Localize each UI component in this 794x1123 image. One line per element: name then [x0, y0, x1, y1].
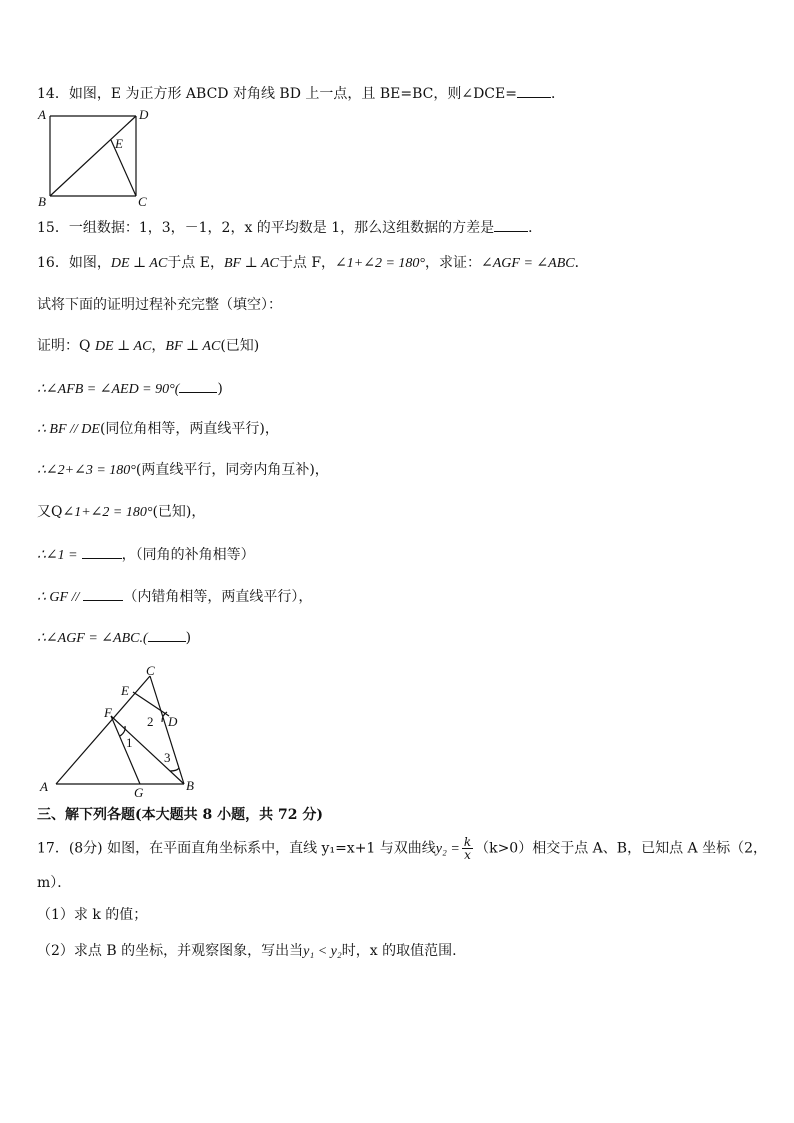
q16-proof-line-7 — [37, 587, 312, 607]
q16-label-a: A — [40, 779, 48, 794]
q16-angle-3-arc — [170, 768, 179, 771]
q14-square-figure — [36, 104, 156, 208]
q16-proof-1b: ， — [151, 338, 166, 354]
q16-intro-e: ． — [574, 255, 589, 271]
q16-proof-8-math: ∴∠AGF = ∠ABC.( — [37, 631, 148, 646]
q16-intro-c: 于点 F， — [278, 255, 336, 271]
q16-intro-a: 16．如图， — [37, 255, 111, 271]
q16-label-f: F — [104, 705, 112, 720]
q14-label-d: D — [139, 107, 149, 122]
q16-intro-math3: ∠1+∠2 = 180° — [335, 256, 426, 271]
q16-proof-line-8 — [37, 628, 191, 648]
q14-label-e: E — [115, 136, 123, 151]
q16-proof-3b: (同位角相等，两直线平行)， — [99, 421, 279, 437]
q17-part-1: （1）求 k 的值； — [37, 907, 148, 923]
q16-angle-3-label: 3 — [164, 750, 171, 765]
q16-proof-line-5 — [37, 503, 205, 522]
q16-proof-1-math2: BF ⊥ AC — [165, 339, 221, 354]
q16-proof-5b: (已知)， — [152, 504, 206, 520]
q16-proof-5a: 又Q — [37, 504, 63, 520]
q16-proof-6-blank[interactable] — [82, 545, 122, 559]
q14-text — [37, 84, 565, 103]
q16-label-c: C — [146, 663, 155, 678]
q15-text-b: ． — [528, 220, 543, 236]
q16-intro-math2: BF ⊥ AC — [223, 256, 279, 271]
q16-proof-7-math: ∴ GF // — [37, 590, 80, 605]
q16-proof-6b: ，（同角的补角相等） — [121, 547, 255, 563]
q16-intro-d: ，求证： — [425, 255, 482, 271]
q16-angle-1-label: 1 — [126, 735, 133, 750]
q17-part-2-math: y₁ < y₂ — [303, 944, 342, 959]
q14-answer-blank[interactable] — [517, 84, 551, 98]
q16-proof-7-blank[interactable] — [83, 587, 123, 601]
q16-proof-4-math: ∴∠2+∠3 = 180° — [37, 463, 136, 478]
q16-proof-1c: (已知) — [220, 338, 260, 354]
q16-proof-1a: 证明：Q — [37, 338, 95, 354]
q16-proof-8b: ) — [185, 630, 192, 646]
q16-edge-ac — [56, 676, 150, 784]
q16-proof-3-math: ∴ BF // DE — [37, 422, 100, 437]
q16-label-d: D — [168, 714, 178, 729]
q17-text-c: m）． — [37, 875, 72, 891]
q16-proof-1-math1: DE ⊥ AC — [94, 339, 152, 354]
q16-proof-line-1 — [37, 337, 259, 356]
q16-intro-math1: DE ⊥ AC — [110, 256, 168, 271]
q14-label-c: C — [138, 194, 147, 208]
q16-label-e: E — [121, 683, 129, 698]
q16-proof-line-6 — [37, 545, 255, 565]
q17-fraction-denominator: x — [464, 848, 471, 862]
q14-text-b: ． — [550, 86, 565, 102]
q16-proof-6-math: ∴∠1 = — [37, 548, 78, 563]
q14-label-b: B — [38, 194, 46, 208]
q14-label-a: A — [38, 107, 46, 122]
q16-proof-line-2 — [37, 379, 223, 399]
q15-text-a: 15．一组数据：1，3，－1，2，x 的平均数是 1，那么这组数据的方差是 — [37, 220, 495, 236]
q16-label-g: G — [134, 785, 144, 800]
q17-part-2b: 时，x 的取值范围. — [341, 943, 457, 959]
q16-proof-2b: ) — [217, 381, 223, 397]
q17-part-2a: （2）求点 B 的坐标，并观察图象，写出当 — [37, 943, 304, 959]
section-3-heading: 三、解下列各题(本大题共 8 小题，共 72 分) — [37, 807, 323, 823]
q15-answer-blank[interactable] — [494, 218, 528, 232]
q15-text — [37, 218, 542, 237]
q16-segment-ed — [133, 692, 169, 716]
q16-proof-line-4 — [37, 461, 329, 480]
q17-y2: y₂ = — [435, 841, 460, 857]
q16-angle-2-label: 2 — [147, 714, 154, 729]
q17-fraction-numerator: k — [463, 835, 472, 849]
q16-intro — [37, 254, 589, 273]
q16-triangle-figure — [36, 660, 206, 800]
q17-text-a: 17．(8分) 如图，在平面直角坐标系中，直线 y₁=x+1 与双曲线 — [37, 840, 436, 857]
q16-intro-math4: ∠AGF = ∠ABC — [481, 256, 575, 271]
q17-part-2 — [37, 942, 457, 961]
q16-proof-line-3 — [37, 420, 279, 439]
q16-proof-8-blank[interactable] — [148, 628, 186, 642]
q16-instruction: 试将下面的证明过程补充完整（填空）： — [37, 297, 282, 313]
q14-diagonal-bd — [50, 116, 136, 196]
q16-proof-2-blank[interactable] — [179, 379, 217, 393]
q17-text-b: （k>0）相交于点 A、B，已知点 A 坐标（2， — [475, 840, 767, 857]
q16-intro-b: 于点 E， — [167, 255, 224, 271]
q14-text-a: 14．如图，E 为正方形 ABCD 对角线 BD 上一点，且 BE=BC，则∠DCE= — [37, 86, 517, 102]
q17-fraction — [462, 836, 473, 861]
q17-text — [37, 836, 767, 861]
q16-label-b: B — [186, 778, 194, 793]
q16-proof-4b: (两直线平行，同旁内角互补)， — [135, 462, 329, 478]
q16-proof-5-math: ∠1+∠2 = 180° — [62, 505, 153, 520]
q16-proof-2-math: ∴∠AFB = ∠AED = 90°( — [37, 382, 180, 397]
q16-proof-7b: （内错角相等，两直线平行）， — [123, 589, 313, 605]
